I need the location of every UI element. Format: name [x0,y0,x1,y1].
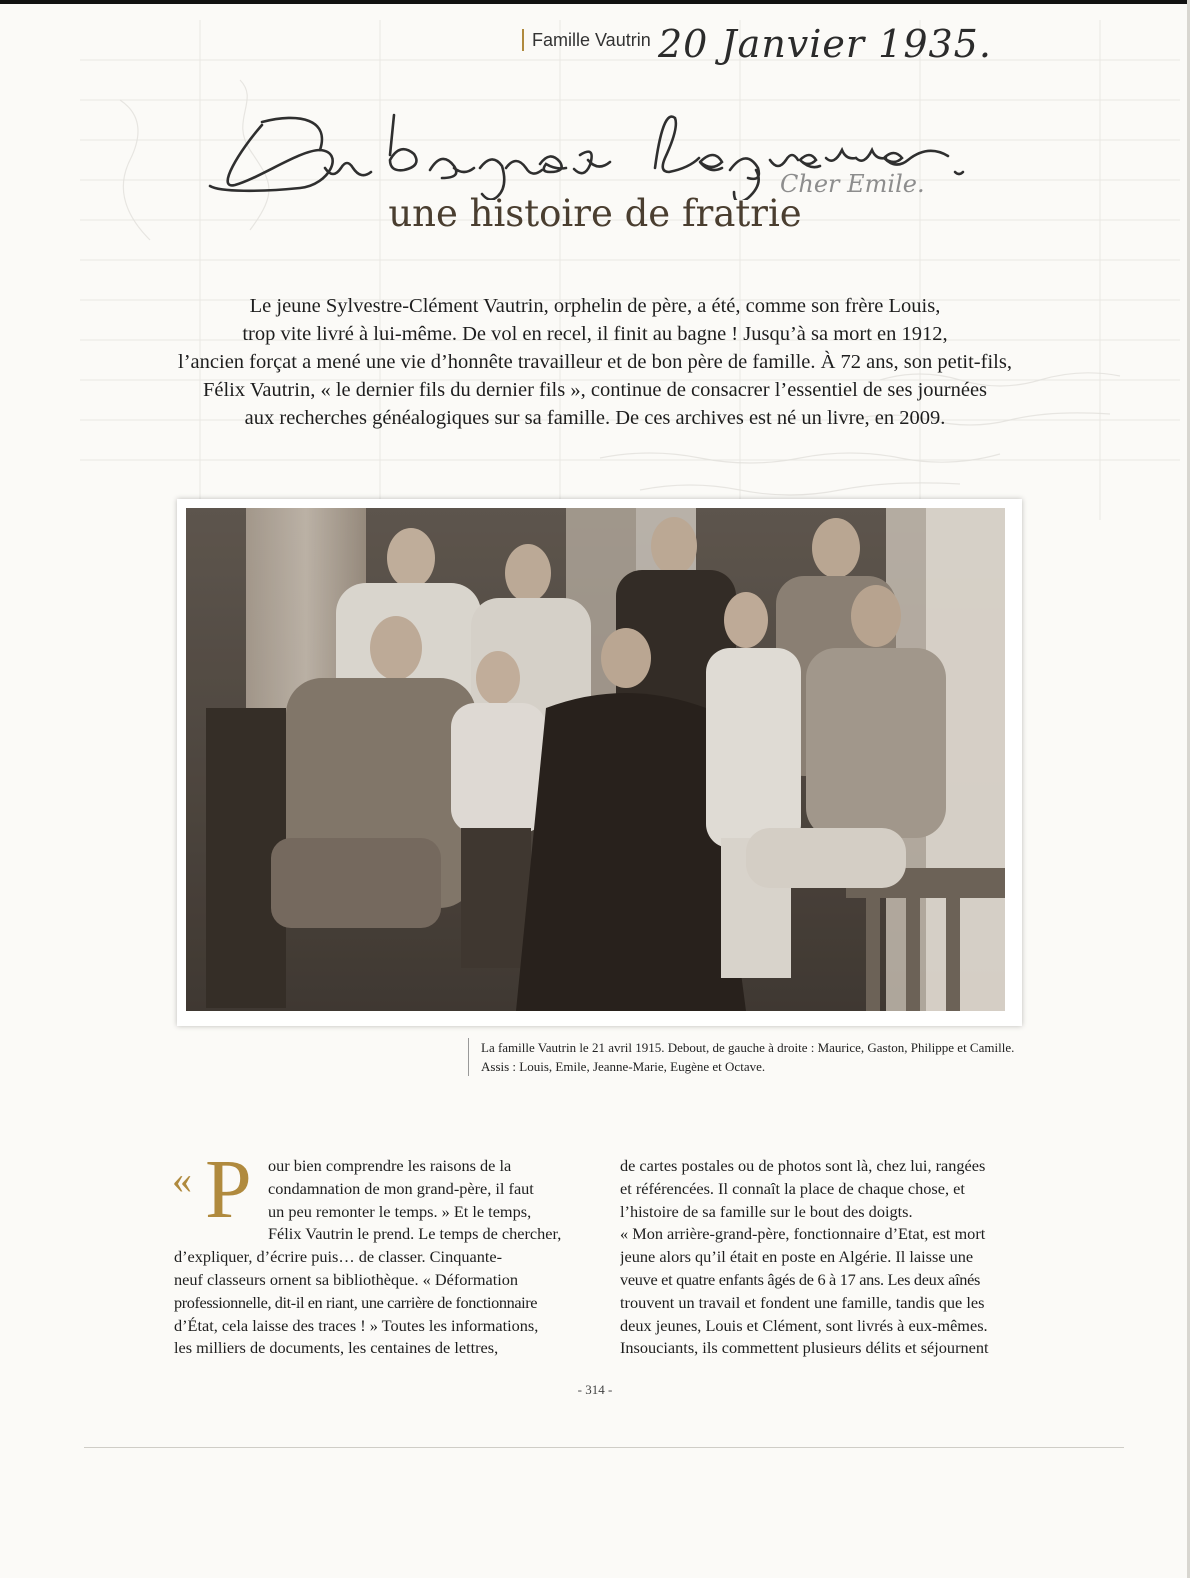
article-line: les milliers de documents, les centaines de lettres, [174,1338,499,1358]
article-column-right [620,1155,1022,1360]
article-line: trouvent un travail et fondent une famille, tandis que les [620,1292,985,1312]
bottom-rule [84,1447,1124,1448]
intro-line: Le jeune Sylvestre-Clément Vautrin, orphelin de père, a été, comme son frère Louis, [249,295,941,317]
article-line: de cartes postales ou de photos sont là, chez lui, rangées [620,1156,986,1175]
caption-line: Assis : Louis, Emile, Jeanne-Marie, Eugène et Octave. [481,1059,766,1074]
intro-line: aux recherches généalogiques sur sa famille. De ces archives est né un livre, en 2009. [244,407,946,429]
article-line: professionnelle, dit-il en riant, une carrière de fonctionnaire [174,1292,538,1312]
article-line: jeune alors qu’il était en poste en Algérie. Il laisse une [620,1247,974,1267]
intro-line: Félix Vautrin, « le dernier fils du dernier fils », continue de consacrer l’essentiel de ses journées [202,379,988,401]
opening-quote-mark: « [172,1157,192,1202]
family-photo [186,508,1005,1011]
article-line: « Mon arrière-grand-père, fonctionnaire d’Etat, est mort [620,1224,986,1244]
photo-caption [468,1038,1051,1076]
article-line: un peu remonter le temps. » Et le temps, [268,1201,532,1221]
article-line: d’État, cela laisse des traces ! » Toutes les informations, [174,1315,539,1335]
article-line: neuf classeurs ornent sa bibliothèque. « Déformation [174,1269,519,1289]
caption-line: La famille Vautrin le 21 avril 1915. Debout, de gauche à droite : Maurice, Gaston, Philippe et Camille. [481,1040,1015,1055]
article-line: deux jeunes, Louis et Clément, sont livrés à eux-mêmes. [620,1315,988,1335]
article-line: Insouciants, ils commettent plusieurs délits et séjournent [620,1338,989,1358]
article-line: et référencées. Il connaît la place de chaque chose, et [620,1178,965,1198]
article-column-left [174,1155,579,1360]
title-script [0,0,1190,200]
page-number: - 314 - [577,1382,613,1397]
handwritten-date: 20 Janvier 1935. [658,22,992,66]
family-photo-illustration [186,508,1005,1011]
intro-line: l’ancien forçat a mené une vie d’honnête travailleur et de bon père de famille. À 72 ans, son petit-fils, [178,351,1012,373]
article-line: veuve et quatre enfants âgés de 6 à 17 ans. Les deux aînés [620,1269,981,1289]
article-line: our bien comprendre les raisons de la [268,1156,512,1175]
handwritten-aside: Cher Emile. [780,170,925,198]
article-line: l’histoire de sa famille sur le bout des doigts. [620,1201,913,1221]
intro-paragraph [170,292,1020,432]
subtitle: une histoire de fratrie [388,192,802,235]
article-line: d’expliquer, d’écrire puis… de classer. Cinquante- [174,1247,503,1267]
section-label: Famille Vautrin [522,29,651,51]
intro-line: trop vite livré à lui-même. De vol en recel, il finit au bagne ! Jusqu’à sa mort en 1912, [242,323,948,345]
photo-frame [177,499,1022,1026]
article-line: condamnation de mon grand-père, il faut [268,1178,534,1198]
article-line: Félix Vautrin le prend. Le temps de chercher, [268,1224,562,1244]
drop-cap: P [205,1143,252,1236]
